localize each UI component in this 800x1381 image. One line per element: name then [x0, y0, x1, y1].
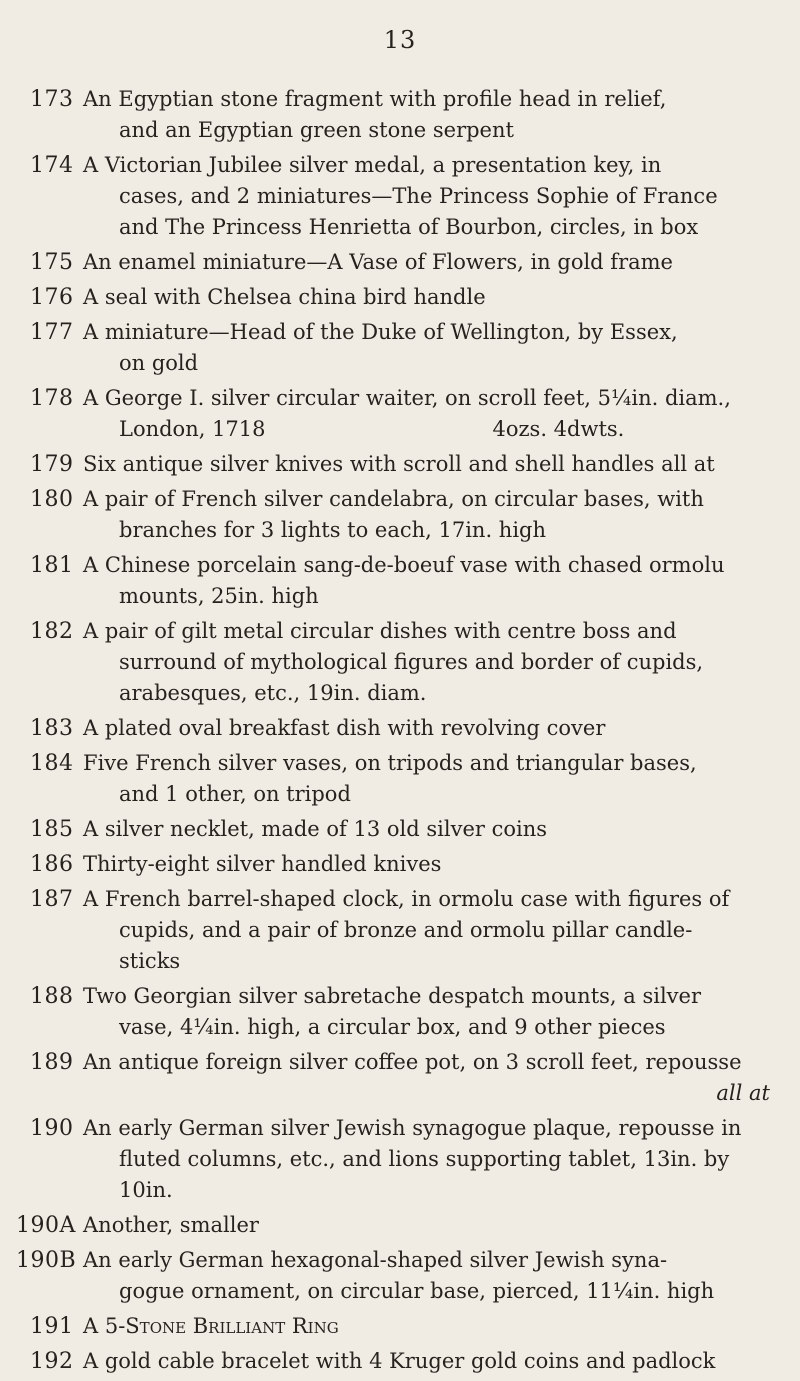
lot-entry	[30, 550, 770, 612]
lot-line: surround of mythological figures and border of cupids,	[119, 650, 704, 674]
lot-number: 179	[30, 452, 74, 477]
lot-line: arabesques, etc., 19in. diam.	[119, 681, 427, 705]
lot-description	[83, 814, 770, 845]
lot-line: Five French silver vases, on tripods and triangular bases,	[83, 751, 697, 775]
lot-description	[83, 748, 770, 810]
lot-number: 184	[30, 751, 74, 776]
lot-entry	[30, 748, 770, 810]
lot-number: 191	[30, 1314, 74, 1339]
lot-line: A George I. silver circular waiter, on scroll feet, 5¼in. diam.,	[83, 386, 731, 410]
lot-number: 186	[30, 852, 74, 877]
lot-line: 10in.	[119, 1178, 173, 1202]
lot-entry	[30, 247, 770, 278]
lot-number: 173	[30, 87, 74, 112]
lot-line: A plated oval breakfast dish with revolving cover	[83, 716, 606, 740]
lot-line: fluted columns, etc., and lions supporting tablet, 13in. by	[119, 1147, 730, 1171]
lot-number: 177	[30, 320, 74, 345]
lot-entry	[30, 884, 770, 977]
lot-line: cases, and 2 miniatures—The Princess Sophie of France	[119, 184, 718, 208]
lot-number: 190B	[16, 1248, 77, 1273]
lot-number: 175	[30, 250, 74, 275]
lot-entry	[30, 616, 770, 709]
lot-number: 180	[30, 487, 74, 512]
lot-line: A French barrel-shaped clock, in ormolu case with figures of	[83, 887, 730, 911]
lot-line: A pair of gilt metal circular dishes with centre boss and	[83, 619, 677, 643]
lot-line: and The Princess Henrietta of Bourbon, circles, in box	[119, 215, 699, 239]
lot-description	[83, 247, 770, 278]
lot-line: A gold cable bracelet with 4 Kruger gold coins and padlock	[83, 1349, 716, 1373]
lot-number: 182	[30, 619, 74, 644]
lot-description	[83, 981, 770, 1043]
lot-line: London, 1718 4ozs. 4dwts.	[119, 417, 625, 441]
lot-number: 192	[30, 1349, 74, 1374]
lot-line: and 1 other, on tripod	[119, 782, 351, 806]
lot-line: A Chinese porcelain sang-de-boeuf vase with chased ormolu	[83, 553, 725, 577]
lot-entry	[30, 1047, 770, 1109]
lot-description	[83, 84, 770, 146]
lot-number: 185	[30, 817, 74, 842]
lot-description	[83, 1210, 770, 1241]
lot-line: branches for 3 lights to each, 17in. high	[119, 518, 547, 542]
lot-entry	[30, 1346, 770, 1377]
lot-entry	[30, 317, 770, 379]
lot-line: An early German silver Jewish synagogue plaque, repousse in	[83, 1116, 742, 1140]
lot-description	[83, 1113, 770, 1206]
lot-number: 188	[30, 984, 74, 1009]
lot-entry	[30, 150, 770, 243]
lot-entry	[30, 282, 770, 313]
lot-line: An enamel miniature—A Vase of Flowers, in gold frame	[83, 250, 673, 274]
lot-line: cupids, and a pair of bronze and ormolu pillar candle-	[119, 918, 693, 942]
lot-line: and an Egyptian green stone serpent	[119, 118, 514, 142]
lot-line: Thirty-eight silver handled knives	[83, 852, 442, 876]
lot-number: 190	[30, 1116, 74, 1141]
lot-line: A seal with Chelsea china bird handle	[83, 285, 486, 309]
lot-line: An Egyptian stone fragment with profile head in relief,	[83, 87, 667, 111]
lot-number: 187	[30, 887, 74, 912]
lot-line: A 5-Stone Brilliant Ring	[83, 1314, 339, 1338]
lot-description	[83, 550, 770, 612]
lot-description	[83, 1311, 770, 1342]
lot-number: 190A	[16, 1213, 76, 1238]
lot-line: all at	[716, 1081, 770, 1105]
lot-number: 176	[30, 285, 74, 310]
lot-entry	[30, 484, 770, 546]
lot-line: A miniature—Head of the Duke of Wellington, by Essex,	[83, 320, 678, 344]
lot-description	[83, 449, 770, 480]
lot-line: on gold	[119, 351, 199, 375]
lot-line: A Victorian Jubilee silver medal, a presentation key, in	[83, 153, 662, 177]
lot-number: 181	[30, 553, 74, 578]
page-number: 13	[383, 26, 417, 54]
lot-description	[83, 317, 770, 379]
lot-number: 183	[30, 716, 74, 741]
lot-entry	[30, 84, 770, 146]
lot-list	[16, 84, 770, 1381]
lot-entry	[30, 849, 770, 880]
lot-entry	[16, 1210, 770, 1241]
lot-description	[83, 884, 770, 977]
lot-line: vase, 4¼in. high, a circular box, and 9 other pieces	[119, 1015, 666, 1039]
lot-entry	[30, 449, 770, 480]
lot-line: A silver necklet, made of 13 old silver coins	[83, 817, 548, 841]
lot-line: gogue ornament, on circular base, pierced, 11¼in. high	[119, 1279, 715, 1303]
lot-number: 174	[30, 153, 74, 178]
lot-entry	[30, 981, 770, 1043]
lot-description	[83, 1047, 770, 1109]
lot-description	[83, 383, 770, 445]
lot-description	[83, 616, 770, 709]
lot-line: mounts, 25in. high	[119, 584, 319, 608]
lot-line: A pair of French silver candelabra, on circular bases, with	[83, 487, 704, 511]
lot-line: An antique foreign silver coffee pot, on 3 scroll feet, repousse	[83, 1050, 742, 1074]
lot-entry	[30, 383, 770, 445]
lot-description	[83, 1245, 770, 1307]
lot-description	[83, 849, 770, 880]
lot-line: Six antique silver knives with scroll and shell handles all at	[83, 452, 715, 476]
lot-entry	[30, 713, 770, 744]
lot-entry	[30, 814, 770, 845]
lot-entry	[30, 1113, 770, 1206]
lot-line: sticks	[119, 949, 181, 973]
lot-entry	[30, 1311, 770, 1342]
lot-number: 189	[30, 1050, 74, 1075]
lot-description	[83, 713, 770, 744]
lot-entry	[16, 1245, 770, 1307]
lot-description	[83, 150, 770, 243]
lot-description	[83, 1346, 770, 1377]
lot-line: Two Georgian silver sabretache despatch mounts, a silver	[83, 984, 702, 1008]
lot-line: An early German hexagonal-shaped silver Jewish syna-	[83, 1248, 668, 1272]
lot-line: Another, smaller	[83, 1213, 259, 1237]
lot-number: 178	[30, 386, 74, 411]
lot-description	[83, 282, 770, 313]
lot-description	[83, 484, 770, 546]
